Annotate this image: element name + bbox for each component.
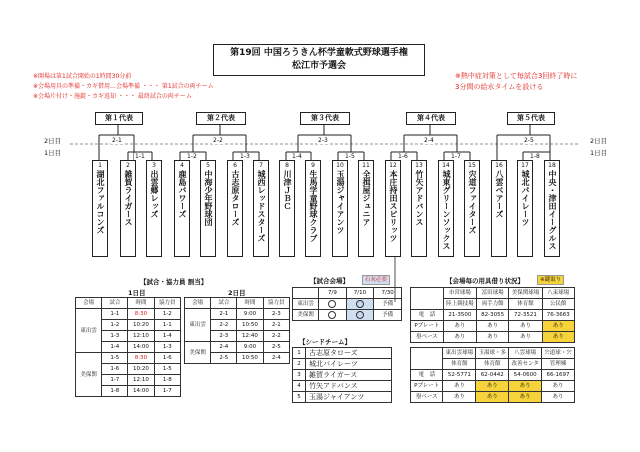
note-line: ※会場片付け・施錠・カギ返却 ・・・ 最終試合の両チーム [33,93,192,100]
game-cell: 2-4 [211,342,237,353]
day1-label-left: 1日目 [44,149,62,157]
equip-sub: 体育館 [509,299,542,310]
col-header: 協力員 [154,298,180,309]
row-label: Pプレート [411,381,443,392]
note-line: ※熱中症対策として毎試合3回終了時に [455,72,578,80]
helper-cell: 1-1 [154,320,180,331]
match-label: 2-4 [424,137,434,144]
equip-cell: あり [509,321,542,332]
venues-tag: 石灰必要 [362,275,390,285]
equip-cell: 66-1697 [542,370,575,381]
helper-cell: 1-6 [154,353,180,364]
table-row [411,321,575,332]
equip-cell: あり [443,392,476,403]
team-number: 2 [126,162,130,169]
officials-day1: 1日目 [128,289,146,297]
team-number: 17 [521,162,529,169]
day1-label-right: 1日目 [590,149,608,157]
equip-cell: 54-0600 [509,370,542,381]
time-cell: 10:20 [128,320,154,331]
page-subtitle: 松江市予選会 [291,61,346,71]
team-box [358,160,374,257]
equip-sub: 管理棟 [542,359,575,370]
equip-header: 市営球場 [443,288,476,299]
team-box [332,160,348,257]
seed-number: 3 [293,370,306,381]
equip-header: 八雲球場 [509,348,542,359]
match-label: 1-3 [240,153,250,160]
team-box [385,160,401,257]
officials-day2-table [184,297,290,364]
team-box [227,160,243,257]
table-row [411,370,575,381]
match-label: 1-8 [530,153,540,160]
table-row [293,370,392,381]
team-name: 全揖屋ジュニア [362,170,371,226]
match-label: 1-2 [187,153,197,160]
team-name: 竹矢アドバンス [415,170,424,226]
equip-cell: あり [443,321,476,332]
table-row [411,332,575,343]
seed-number: 1 [293,348,306,359]
equip-cell: あり [542,332,574,343]
time-cell: 14:00 [128,386,154,397]
time-cell: 9:00 [237,342,263,353]
venue-mark [346,299,374,310]
col-header: 時間 [128,298,154,309]
officials-title: 【試合・協力員 割当】 [140,278,208,286]
equip-header: 冨田球場 [476,288,508,299]
table-row [185,342,290,353]
helper-cell: 1-8 [154,375,180,386]
table-row [185,309,290,320]
equip-sub: 体育館 [476,359,509,370]
time-cell: 8:30 [128,353,154,364]
helper-cell: 1-2 [154,309,180,320]
game-cell: 1-5 [102,353,128,364]
equipment-bottom-table [410,347,575,403]
venue-mark [346,310,374,321]
equip-header: 玉湯球・多 [476,348,509,359]
table-row [293,348,392,359]
table-row [76,309,181,320]
seed-team: 竹矢アドバンス [306,381,392,392]
team-number: 13 [415,162,423,169]
venues-title: 【試合会場】 [310,277,349,285]
seed-number: 4 [293,381,306,392]
equip-cell: 62-0442 [476,370,509,381]
seed-number: 2 [293,359,306,370]
team-box [411,160,427,257]
game-cell: 2-1 [211,309,237,320]
team-name: 出雲郷レッズ [150,170,159,218]
equip-sub: 陸上競技場 [443,299,476,310]
team-number: 15 [468,162,476,169]
row-label: Pプレート [411,321,444,332]
team-name: 古志原タローズ [231,170,240,226]
game-cell: 1-6 [102,364,128,375]
game-cell: 1-7 [102,375,128,386]
team-number: 14 [442,162,450,169]
equip-cell: あり [476,392,509,403]
table-row [411,381,575,392]
venues-table [292,287,402,321]
equip-header: 美保関球場 [509,288,542,299]
match-label: 2-1 [112,137,122,144]
team-box [174,160,190,257]
venue-mark [319,299,346,310]
match-label: 2-2 [213,137,223,144]
equip-cell: あり [476,332,508,343]
equip-corner [411,348,443,370]
helper-cell: 2-2 [263,331,289,342]
col-header: 会場 [185,298,211,309]
col-header: 会場 [76,298,102,309]
team-number: 8 [285,162,289,169]
helper-cell: 1-3 [154,342,180,353]
rep-box-1: 第１代表 [95,112,143,125]
game-cell: 2-3 [211,331,237,342]
note-line: ※会場用具の準備・カギ借用…会場準備 ・・・ 第1試合の両チーム [33,83,214,90]
helper-cell: 2-3 [263,309,289,320]
equip-cell: あり [509,392,542,403]
helper-cell: 1-4 [154,331,180,342]
date-header: 7/9 [319,288,346,299]
equip-cell: 52-5771 [443,370,476,381]
equip-cell: あり [542,381,575,392]
match-label: 1-6 [398,153,408,160]
team-box [92,160,108,257]
team-number: 16 [495,162,503,169]
table-row [293,381,392,392]
team-number: 1 [98,162,102,169]
equip-corner [411,288,444,310]
time-cell: 9:00 [237,309,263,320]
equip-cell: 72-3521 [509,310,542,321]
time-cell: 10:20 [128,364,154,375]
match-label: 2-5 [524,137,534,144]
seed-team: 玉湯ジャイアンツ [306,392,392,403]
equip-cell: 21-3500 [443,310,476,321]
col-header: 試合 [211,298,237,309]
equip-sub: 改善センタ [509,359,542,370]
helper-cell: 2-5 [263,342,289,353]
helper-cell: 2-4 [263,353,289,364]
equip-sub: 体育館 [443,359,476,370]
venue-last: 予備 [374,310,402,321]
table-row [293,392,392,403]
team-box [253,160,269,257]
game-cell: 1-2 [102,320,128,331]
team-name: 城西レッドスターズ [257,170,266,242]
equip-cell: あり [509,381,542,392]
equipment-tag: ※鍵取り [537,275,564,285]
team-box [438,160,454,257]
note-line: 3分間の給水タイムを設ける [455,83,544,91]
time-cell: 12:10 [128,331,154,342]
officials-day2: 2日目 [228,289,246,297]
team-number: 7 [259,162,263,169]
equip-header: 東出雲球場 [443,348,476,359]
team-box [544,160,560,257]
time-cell: 10:50 [237,353,263,364]
game-cell: 1-8 [102,386,128,397]
team-name: 宍道ファイターズ [468,170,477,234]
equip-cell: あり [509,332,542,343]
team-number: 12 [389,162,397,169]
team-name: 鹿島パワーズ [178,170,187,218]
equip-cell: あり [476,321,508,332]
team-box [120,160,136,257]
team-number: 6 [233,162,237,169]
team-name: 八雲ベアーズ [495,170,504,218]
col-header: 試合 [102,298,128,309]
col-header: 時間 [237,298,263,309]
venue-mark [319,310,346,321]
row-label: 電 話 [411,370,443,381]
col-header: 協力員 [263,298,289,309]
team-box [464,160,480,257]
time-cell: 14:00 [128,342,154,353]
match-label: 1-1 [135,153,145,160]
equip-cell: 76-3663 [542,310,574,321]
equip-cell: あり [476,381,509,392]
time-cell: 8:30 [128,309,154,320]
seed-number: 5 [293,392,306,403]
team-box [146,160,162,257]
rep-box-2: 第２代表 [196,112,246,125]
team-name: 城北パイレーツ [521,170,530,226]
team-number: 3 [152,162,156,169]
equip-cell: 82-3055 [476,310,508,321]
team-name: 川津ＪＢＣ [283,170,292,210]
note-line: ※開場は第1試合開始の1時間30分前 [33,73,132,80]
seeds-table [292,347,392,403]
team-name: 雑賀ライガース [124,170,133,226]
time-cell: 12:40 [237,331,263,342]
helper-cell: 2-1 [263,320,289,331]
match-label: 1-4 [292,153,302,160]
team-box [279,160,295,257]
row-label: 塁ベース [411,332,444,343]
venue-cell: 美保関 [185,342,211,364]
team-number: 10 [336,162,344,169]
equip-sub: 両手力館 [476,299,508,310]
seeds-title: 【シードチーム】 [299,338,351,346]
rep-box-3: 第３代表 [300,112,350,125]
equip-sub: 公民館 [542,299,574,310]
rep-box-5: 第５代表 [507,112,555,125]
team-number: 18 [548,162,556,169]
team-name: 生馬学童野球クラブ [309,170,318,242]
team-box [491,160,507,257]
venue-cell: 東出雲 [76,309,102,353]
time-cell: 12:10 [128,375,154,386]
equip-header: 宍道球・宍 [542,348,575,359]
seed-team: 雑賀ライガース [306,370,392,381]
row-label: 塁ベース [411,392,443,403]
table-row [293,359,392,370]
team-box [200,160,216,257]
venue-blank-header [293,288,319,299]
day2-label-left: 2日目 [44,137,62,145]
game-cell: 1-1 [102,309,128,320]
venue-name: 美保関 [293,310,319,321]
helper-cell: 1-7 [154,386,180,397]
team-name: 本庄持田スピリッツ [389,170,398,242]
team-number: 5 [206,162,210,169]
row-label: 電 話 [411,310,444,321]
team-name: 城東グリーンソックス [442,170,451,250]
equip-cell: あり [443,332,476,343]
page-title: 第19回 中国ろうきん杯学童軟式野球選手権 [230,48,408,58]
team-box [517,160,533,257]
team-number: 11 [362,162,370,169]
game-cell: 2-2 [211,320,237,331]
game-cell: 1-4 [102,342,128,353]
officials-day1-table [75,297,181,397]
team-number: 4 [180,162,184,169]
venue-name: 東出雲 [293,299,319,310]
game-cell: 2-5 [211,353,237,364]
equipment-title: 【会場毎の用具借り状況】 [446,277,524,285]
day2-label-right: 2日目 [590,137,608,145]
seed-team: 古志原タローズ [306,348,392,359]
team-name: 中海少年野球団 [204,170,213,226]
date-header: 7/30 [374,288,402,299]
equip-header: 八束球場 [542,288,574,299]
match-label: 2-3 [318,137,328,144]
venue-cell: 美保関 [76,353,102,397]
team-name: 玉湯ジャイアンツ [336,170,345,234]
helper-cell: 1-5 [154,364,180,375]
venue-last: 予備 [374,299,402,310]
venue-cell: 東出雲 [185,309,211,342]
team-name: 中央・津田イーグルス [548,170,557,250]
seed-team: 城北パイレーツ [306,359,392,370]
team-box [305,160,321,257]
team-number: 9 [311,162,315,169]
table-row [411,392,575,403]
equip-cell: あり [542,321,574,332]
match-label: 1-7 [451,153,461,160]
rep-box-4: 第４代表 [406,112,456,125]
date-header: 7/10 [346,288,374,299]
time-cell: 10:50 [237,320,263,331]
game-cell: 1-3 [102,331,128,342]
match-label: 1-5 [345,153,355,160]
equip-cell: あり [542,392,575,403]
team-name: 湖北ファルコンズ [96,170,105,234]
equipment-top-table [410,287,575,343]
table-row [411,310,575,321]
table-row [76,353,181,364]
equip-cell: あり [443,381,476,392]
